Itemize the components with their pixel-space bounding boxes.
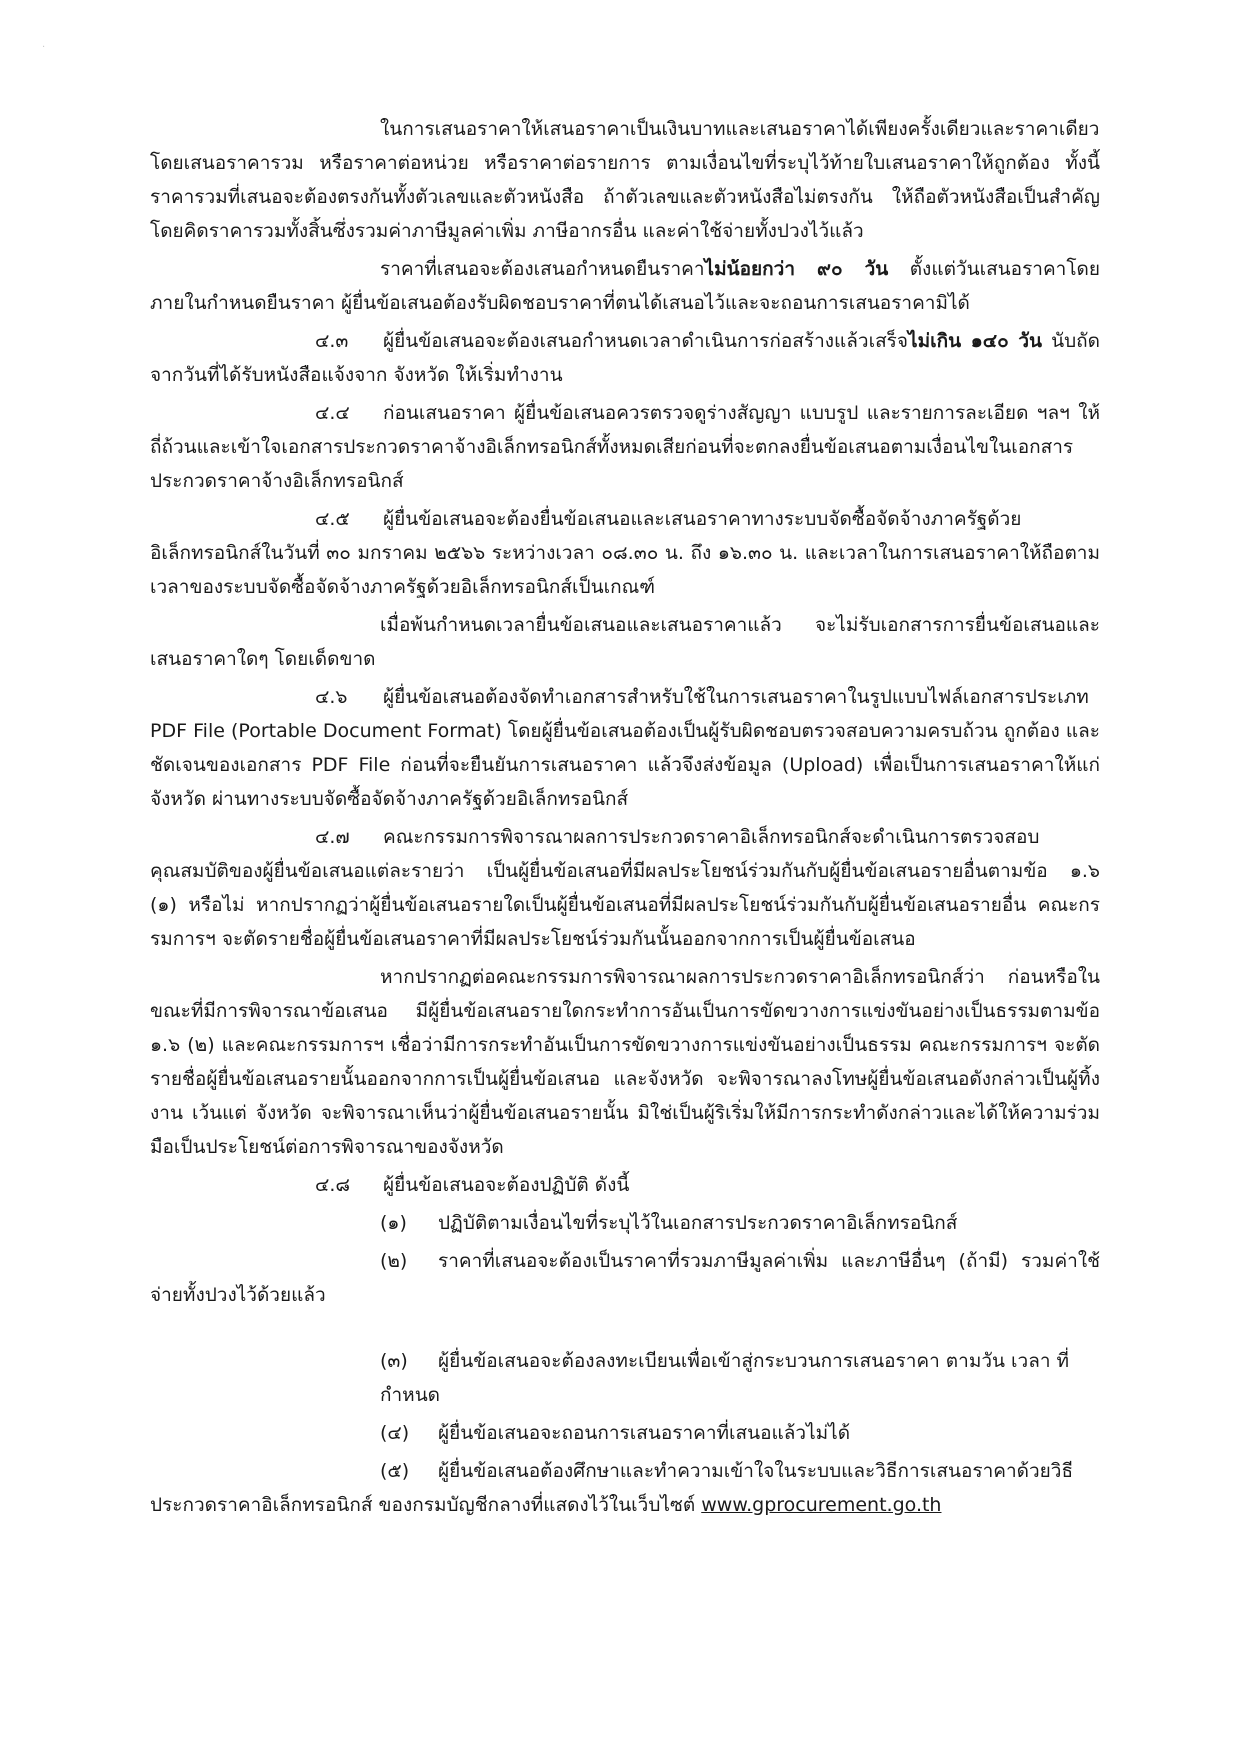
list-item-text: ราคาที่เสนอจะต้องเป็นราคาที่รวมภาษีมูลค่าเพิ่ม และภาษีอื่นๆ (ถ้ามี) รวมค่าใช้จ่ายทั้งปวงไว้ด้วยแล้ว [150,1250,1100,1306]
section-4-8-text: ผู้ยื่นข้อเสนอจะต้องปฏิบัติ ดังนี้ [383,1174,630,1196]
list-item-number: (๕) [380,1460,410,1482]
section-number: ๔.๗ [315,826,350,848]
section-4-4 [150,396,1100,498]
list-item-text: ผู้ยื่นข้อเสนอต้องศึกษาและทำความเข้าใจในระบบและวิธีการเสนอราคาด้วยวิธีประกวดราคาอิเล็กทรอนิกส์ ของกรมบัญชีกลางที่แสดงไว้ในเว็บไซต์ [150,1460,1074,1516]
price-validity-days: ไม่น้อยกว่า ๙๐ วัน [704,258,889,280]
scan-mark-icon: · [42,42,46,53]
list-item-text: ปฏิบัติตามเงื่อนไขที่ระบุไว้ในเอกสารประกวดราคาอิเล็กทรอนิกส์ [438,1212,958,1234]
section-4-3 [150,324,1100,392]
list-item-text: ผู้ยื่นข้อเสนอจะต้องลงทะเบียนเพื่อเข้าสู่กระบวนการเสนอราคา ตามวัน เวลา ที่กำหนด [380,1350,1070,1406]
list-item-number: (๒) [380,1250,408,1272]
section-4-8 [150,1168,1100,1202]
section-number: ๔.๕ [315,508,350,530]
price-validity-text-b: ตั้งแต่วันเสนอราคาโดยภายในกำหนดยืนราคา ผู้ยื่นข้อเสนอต้องรับผิดชอบราคาที่ตนได้เสนอไว้และจะถอนการเสนอราคามิได้ [150,258,1100,314]
website-link[interactable]: www.gprocurement.go.th [701,1494,942,1516]
section-number: ๔.๖ [315,686,348,708]
section-number: ๔.๔ [315,402,350,424]
section-4-3-text-b: นับถัดจากวันที่ได้รับหนังสือแจ้งจาก จังหวัด ให้เริ่มทำงาน [150,330,1100,386]
list-item [150,1454,1100,1522]
paragraph-price-offer: ในการเสนอราคาให้เสนอราคาเป็นเงินบาทและเสนอราคาได้เพียงครั้งเดียวและราคาเดียว โดยเสนอราคารวม หรือราคาต่อหน่วย หรือราคาต่อรายการ ตามเงื่อนไขที่ระบุไว้ท้ายใบเสนอราคาให้ถูกต้อง ทั้งนี้ ราคารวมที่เสนอจะต้องตรงกันทั้งตัวเลขและตัวหนังสือ ถ้าตัวเลขและตัวหนังสือไม่ตรงกัน ให้ถือตัวหนังสือเป็นสำคัญ โดยคิดราคารวมทั้งสิ้นซึ่งรวมค่าภาษีมูลค่าเพิ่ม ภาษีอากรอื่น และค่าใช้จ่ายทั้งปวงไว้แล้ว [150,118,1100,242]
list-item-number: (๑) [380,1212,407,1234]
price-validity-text-a: ราคาที่เสนอจะต้องเสนอกำหนดยืนราคา [380,258,705,280]
list-item [150,1416,1100,1450]
section-4-7-text: คณะกรรมการพิจารณาผลการประกวดราคาอิเล็กทรอนิกส์จะดำเนินการตรวจสอบคุณสมบัติของผู้ยื่นข้อเสนอแต่ละรายว่า เป็นผู้ยื่นข้อเสนอที่มีผลประโยชน์ร่วมกันกับผู้ยื่นข้อเสนอรายอื่นตามข้อ ๑.๖ (๑) หรือไม่ หากปรากฏว่าผู้ยื่นข้อเสนอรายใดเป็นผู้ยื่นข้อเสนอที่มีผลประโยชน์ร่วมกันกับผู้ยื่นข้อเสนอรายอื่น คณะกรรมการฯ จะตัดรายชื่อผู้ยื่นข้อเสนอราคาที่มีผลประโยชน์ร่วมกันนั้นออกจากการเป็นผู้ยื่นข้อเสนอ [150,826,1100,950]
section-number: ๔.๘ [315,1174,351,1196]
section-4-6 [150,680,1100,816]
list-item-number: (๓) [380,1350,408,1372]
paragraph-price-validity [150,252,1100,320]
section-4-6-text: ผู้ยื่นข้อเสนอต้องจัดทำเอกสารสำหรับใช้ในการเสนอราคาในรูปแบบไฟล์เอกสารประเภท PDF File (Portable Document Format) โดยผู้ยื่นข้อเสนอต้องเป็นผู้รับผิดชอบตรวจสอบความครบถ้วน ถูกต้อง และชัดเจนของเอกสาร PDF File ก่อนที่จะยืนยันการเสนอราคา แล้วจึงส่งข้อมูล (Upload) เพื่อเป็นการเสนอราคาให้แก่จังหวัด ผ่านทางระบบจัดซื้อจัดจ้างภาครัฐด้วยอิเล็กทรอนิกส์ [150,686,1100,810]
section-4-3-text-a: ผู้ยื่นข้อเสนอจะต้องเสนอกำหนดเวลาดำเนินการก่อสร้างแล้วเสร็จ [383,330,909,352]
section-4-5 [150,502,1100,604]
section-4-3-days: ไม่เกิน ๑๔๐ วัน [908,330,1043,352]
section-4-7-after: หากปรากฏต่อคณะกรรมการพิจารณาผลการประกวดราคาอิเล็กทรอนิกส์ว่า ก่อนหรือในขณะที่มีการพิจารณาข้อเสนอ มีผู้ยื่นข้อเสนอรายใดกระทำการอันเป็นการขัดขวางการแข่งขันอย่างเป็นธรรมตามข้อ ๑.๖ (๒) และคณะกรรมการฯ เชื่อว่ามีการกระทำอันเป็นการขัดขวางการแข่งขันอย่างเป็นธรรม คณะกรรมการฯ จะตัดรายชื่อผู้ยื่นข้อเสนอรายนั้นออกจากการเป็นผู้ยื่นข้อเสนอ และจังหวัด จะพิจารณาลงโทษผู้ยื่นข้อเสนอดังกล่าวเป็นผู้ทิ้งงาน เว้นแต่ จังหวัด จะพิจารณาเห็นว่าผู้ยื่นข้อเสนอรายนั้น มิใช่เป็นผู้ริเริ่มให้มีการกระทำดังกล่าวและได้ให้ความร่วมมือเป็นประโยชน์ต่อการพิจารณาของจังหวัด [150,966,1100,1158]
list-item [150,1206,1100,1240]
section-4-5-after: เมื่อพ้นกำหนดเวลายื่นข้อเสนอและเสนอราคาแล้ว จะไม่รับเอกสารการยื่นข้อเสนอและเสนอราคาใดๆ โดยเด็ดขาด [150,614,1100,670]
section-4-4-text: ก่อนเสนอราคา ผู้ยื่นข้อเสนอควรตรวจดูร่างสัญญา แบบรูป และรายการละเอียด ฯลฯ ให้ถี่ถ้วนและเข้าใจเอกสารประกวดราคาจ้างอิเล็กทรอนิกส์ทั้งหมดเสียก่อนที่จะตกลงยื่นข้อเสนอตามเงื่อนไขในเอกสารประกวดราคาจ้างอิเล็กทรอนิกส์ [150,402,1100,492]
section-4-7 [150,820,1100,956]
section-4-5-text: ผู้ยื่นข้อเสนอจะต้องยื่นข้อเสนอและเสนอราคาทางระบบจัดซื้อจัดจ้างภาครัฐด้วยอิเล็กทรอนิกส์ในวันที่ ๓๐ มกราคม ๒๕๖๖ ระหว่างเวลา ๐๘.๓๐ น. ถึง ๑๖.๓๐ น. และเวลาในการเสนอราคาให้ถือตามเวลาของระบบจัดซื้อจัดจ้างภาครัฐด้วยอิเล็กทรอนิกส์เป็นเกณฑ์ [150,508,1100,598]
list-item [150,1244,1100,1312]
list-item [150,1344,1100,1412]
section-number: ๔.๓ [315,330,349,352]
list-item-text: ผู้ยื่นข้อเสนอจะถอนการเสนอราคาที่เสนอแล้วไม่ได้ [438,1422,851,1444]
document-body [150,112,1100,1526]
list-item-number: (๔) [380,1422,410,1444]
spacer [150,1316,1100,1344]
